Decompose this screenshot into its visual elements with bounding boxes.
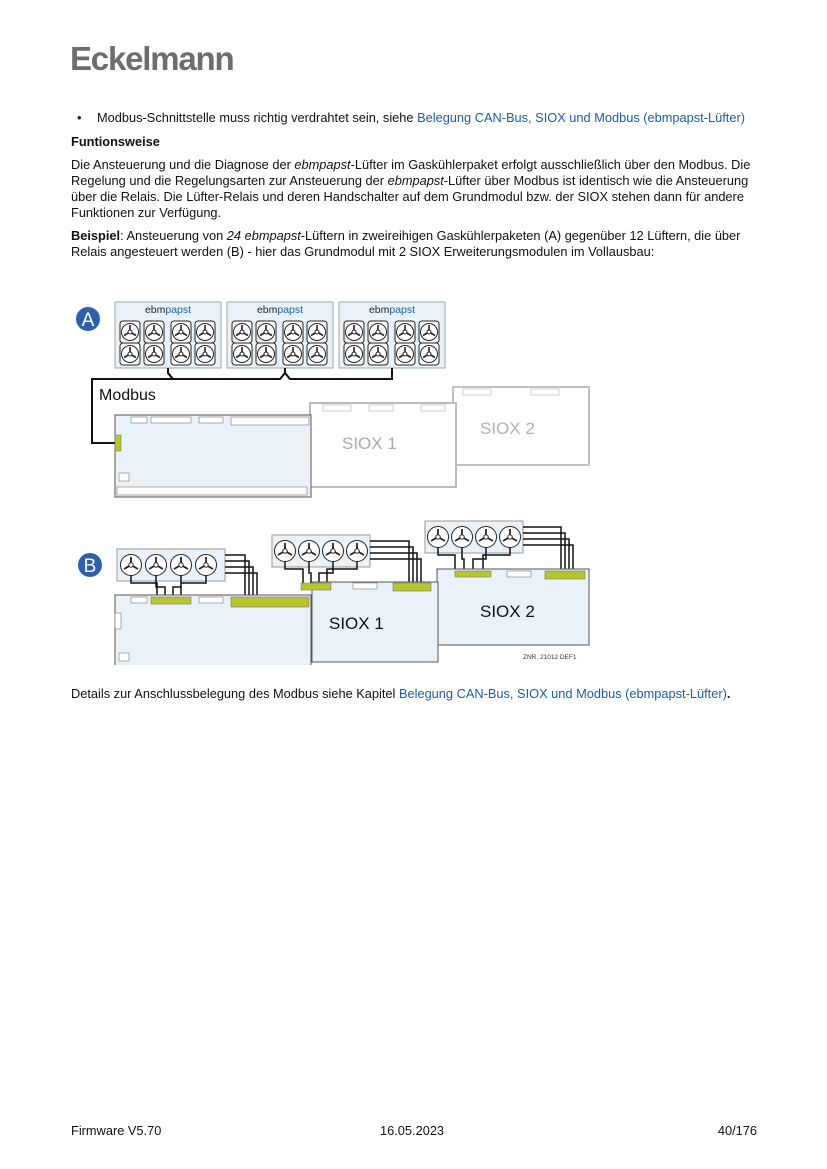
p1-italic-2: ebmpapst [387,172,444,188]
brand-ebm: ebm [256,304,278,316]
p1-text-3: -Lüfter über Modbus ist identisch wie die Ansteuerung über die Relais. Die Lüfter-Relais und deren Handschalter auf dem Grundmodul bzw. der SIOX stehen dann für andere Funktionen zur Verfügung. [71,172,749,221]
p2-text-1: : Ansteuerung von [120,227,227,243]
section-a [76,302,589,497]
siox1-label-a: SIOX 1 [342,434,397,453]
base-module-b [115,595,311,665]
bullet-item [71,110,757,126]
brand-papst: papst [165,304,192,316]
svg-text:ebmpapst [145,304,191,316]
wiring-diagram [71,297,621,665]
drawing-ref: ZNR. 21012 DEF1 [523,654,577,661]
paragraph-beispiel [71,228,757,261]
p2-italic-1: 24 ebmpapst [226,227,301,243]
siox2-label-b: SIOX 2 [480,602,535,621]
bullet-text [97,110,745,126]
siox1-label-b: SIOX 1 [329,614,384,633]
link-belegung-can-bus-2[interactable]: Belegung CAN-Bus, SIOX und Modbus (ebmpapst-Lüfter) [398,686,727,701]
svg-text:ebmpapst [257,304,303,316]
details-text: Details zur Anschlussbelegung des Modbus siehe Kapitel [71,686,399,701]
p2-bold: Beispiel [71,227,121,243]
footer-date: 16.05.2023 [380,1123,445,1138]
siox2-module-a [453,387,589,465]
modbus-label: Modbus [99,387,156,404]
p1-italic-1: ebmpapst [294,156,351,172]
bullet-text-body: Modbus-Schnittstelle muss richtig verdrahtet sein, siehe [97,110,418,125]
fan-pack-b1 [117,549,257,597]
fan-pack-a3 [339,302,445,368]
brand-ebm: ebm [144,304,166,316]
p2-text-2: -Lüftern in zweireihigen Gaskühlerpaketen (A) gegenüber 12 Lüftern, die über Relais angesteuert werden (B) - hier das Grundmodul mit 2 SIOX Erweiterungsmodulen im Vollausbau: [71,227,741,260]
fan-pack-a2 [227,302,333,368]
brand-ebm: ebm [368,304,390,316]
eckelmann-logo: Eckelmann [70,40,234,77]
fan-pack-a1 [115,302,221,368]
p1-text-1: Die Ansteuerung und die Diagnose der [71,156,295,172]
section-b [78,521,589,665]
paragraph-funktionsweise [71,157,757,222]
footer-firmware: Firmware V5.70 [71,1123,162,1138]
section-title: Funtionsweise [71,134,160,150]
siox1-module-b [301,582,438,662]
svg-text:ebmpapst [369,304,415,316]
link-belegung-can-bus[interactable]: Belegung CAN-Bus, SIOX und Modbus (ebmpapst-Lüfter) [417,110,745,125]
page-content [71,110,757,266]
footer-page-number: 40/176 [717,1123,757,1138]
siox2-module-b [437,569,589,661]
fan-pack-b2 [272,535,421,585]
brand-papst: papst [277,304,304,316]
base-module-a [115,415,311,497]
siox2-label-a: SIOX 2 [480,419,535,438]
siox1-module-a [310,403,456,487]
badge-a-label: A [81,310,95,331]
bullet-dot: • [77,110,82,125]
fan-pack-b3 [425,521,573,573]
brand-papst: papst [389,304,416,316]
details-end: . [726,686,731,701]
p1-text-2: -Lüfter im Gaskühlerpaket erfolgt ausschließlich über den Modbus. Die Regelung und die Regelungsarten zur Ansteuerung der [71,156,751,188]
badge-b-label: B [83,556,97,577]
details-paragraph [71,686,757,702]
